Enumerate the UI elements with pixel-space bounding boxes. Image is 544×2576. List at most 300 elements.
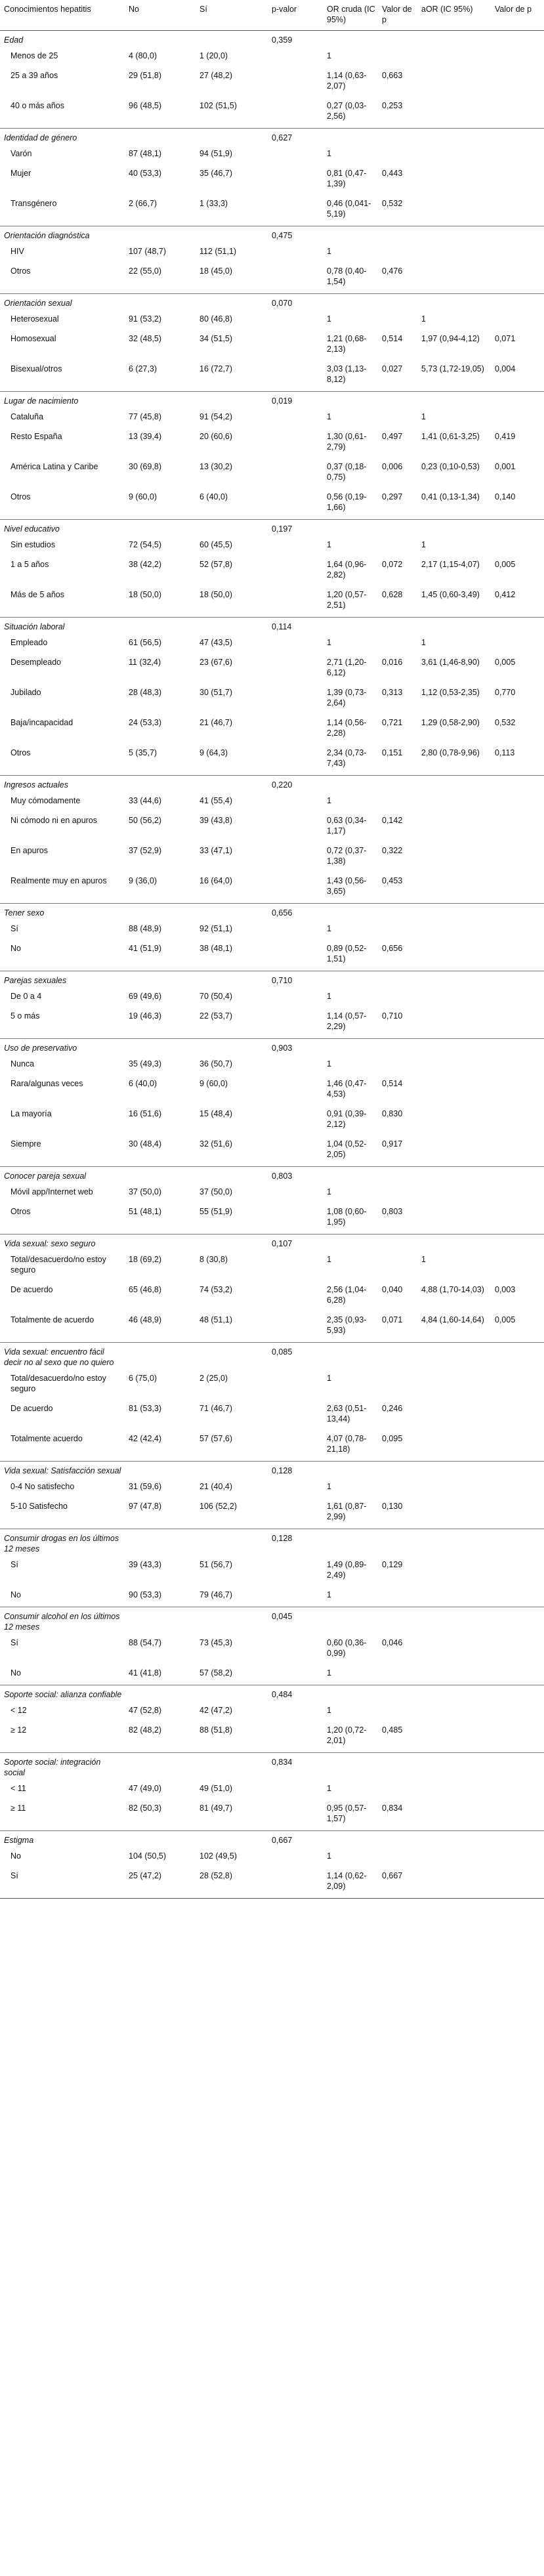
adjusted-p: 0,005	[495, 1315, 516, 1324]
no-count: 31 (59,6)	[129, 1482, 162, 1491]
adjusted-p	[491, 988, 544, 1008]
table-row	[0, 429, 544, 459]
empty-cell	[378, 1529, 417, 1557]
group-row	[0, 1831, 544, 1849]
category-label: Desempleado	[10, 658, 62, 667]
empty-cell	[491, 31, 544, 49]
empty-cell	[268, 263, 323, 294]
adjusted-p	[491, 1702, 544, 1722]
adjusted-p	[491, 263, 544, 294]
table-row	[0, 873, 544, 904]
table-row	[0, 654, 544, 685]
adjusted-or	[417, 1557, 491, 1587]
category-label: 5 o más	[10, 1011, 40, 1021]
crude-or: 3,03 (1,13-8,12)	[327, 364, 367, 384]
si-count: 112 (51,1)	[199, 247, 237, 256]
no-count: 24 (53,3)	[129, 718, 162, 727]
crude-or: 0,91 (0,39-2,12)	[327, 1109, 367, 1129]
adjusted-p	[491, 1722, 544, 1753]
no-count: 41 (41,8)	[129, 1668, 162, 1678]
si-count: 18 (45,0)	[199, 266, 233, 276]
no-count: 38 (42,2)	[129, 560, 162, 569]
category-label: Otros	[10, 492, 31, 501]
crude-or: 1,61 (0,87-2,99)	[327, 1502, 367, 1521]
empty-cell	[417, 904, 491, 921]
group-label: Orientación sexual	[0, 294, 125, 312]
crude-p: 0,016	[382, 658, 403, 667]
empty-cell	[196, 1753, 268, 1781]
crude-or: 1	[327, 247, 331, 256]
empty-cell	[378, 1235, 417, 1252]
si-count: 49 (51,0)	[199, 1784, 233, 1793]
category-label: 40 o más años	[10, 101, 64, 110]
crude-p	[378, 1184, 417, 1204]
crude-or: 1,30 (0,61-2,79)	[327, 432, 367, 452]
group-label: Edad	[0, 31, 125, 49]
table-row	[0, 715, 544, 745]
category-label: < 11	[10, 1784, 26, 1793]
adjusted-or	[417, 1431, 491, 1462]
adjusted-or	[417, 1848, 491, 1868]
category-label: Móvil app/Internet web	[10, 1187, 93, 1196]
category-label: < 12	[10, 1706, 27, 1715]
no-count: 25 (47,2)	[125, 1868, 196, 1899]
si-count: 81 (49,7)	[199, 1804, 233, 1813]
empty-cell	[268, 587, 323, 618]
empty-cell	[323, 1235, 378, 1252]
group-row	[0, 1343, 544, 1371]
crude-or: 0,81 (0,47-1,39)	[327, 169, 367, 188]
empty-cell	[196, 1607, 268, 1636]
table-row	[0, 459, 544, 489]
empty-cell	[417, 618, 491, 635]
group-p-value: 0,085	[268, 1343, 323, 1371]
no-count: 18 (69,2)	[129, 1255, 162, 1264]
empty-cell	[323, 392, 378, 410]
crude-p: 0,453	[382, 876, 403, 885]
empty-cell	[378, 1039, 417, 1057]
empty-cell	[125, 520, 196, 538]
crude-p	[378, 921, 417, 940]
crude-p	[378, 1848, 417, 1868]
empty-cell	[323, 1343, 378, 1371]
empty-cell	[378, 1343, 417, 1371]
category-label: Total/desacuerdo/no estoy seguro	[10, 1374, 106, 1393]
adjusted-p	[491, 813, 544, 843]
si-count: 21 (46,7)	[199, 718, 233, 727]
group-label: Ingresos actuales	[0, 776, 125, 793]
empty-cell	[323, 226, 378, 244]
table-row	[0, 1868, 544, 1899]
adjusted-p: 0,770	[495, 688, 516, 697]
empty-cell	[268, 459, 323, 489]
adjusted-or	[417, 1479, 491, 1498]
empty-cell	[268, 1557, 323, 1587]
no-count: 82 (50,3)	[129, 1804, 162, 1813]
crude-or: 1	[327, 314, 331, 324]
table-row	[0, 1370, 544, 1401]
empty-cell	[417, 392, 491, 410]
adjusted-p	[491, 1635, 544, 1665]
crude-p: 0,485	[382, 1725, 403, 1735]
empty-cell	[323, 294, 378, 312]
crude-p	[378, 311, 417, 331]
crude-or: 1	[327, 1482, 331, 1491]
empty-cell	[268, 745, 323, 776]
si-count: 1 (33,3)	[199, 199, 228, 208]
si-count: 6 (40,0)	[199, 492, 228, 501]
crude-or: 1,43 (0,56-3,65)	[327, 876, 367, 896]
header-variable: Conocimientos hepatitis	[0, 0, 125, 31]
table-row	[0, 1557, 544, 1587]
empty-cell	[417, 226, 491, 244]
empty-cell	[268, 635, 323, 654]
adjusted-or	[417, 1106, 491, 1136]
crude-or: 0,63 (0,34-1,17)	[327, 816, 367, 835]
crude-or: 0,37 (0,18-0,75)	[327, 462, 367, 482]
adjusted-p	[491, 1204, 544, 1235]
group-row	[0, 1685, 544, 1703]
adjusted-or	[417, 1008, 491, 1039]
empty-cell	[268, 1431, 323, 1462]
crude-or: 1	[327, 992, 331, 1001]
si-count: 57 (57,6)	[199, 1434, 233, 1443]
table-row	[0, 1282, 544, 1312]
empty-cell	[268, 873, 323, 904]
group-row	[0, 1235, 544, 1252]
category-label: Jubilado	[10, 688, 41, 697]
crude-or: 1	[327, 796, 331, 805]
category-label: Sí	[0, 1868, 125, 1899]
adjusted-p: 0,140	[495, 492, 516, 501]
si-count: 70 (50,4)	[199, 992, 233, 1001]
category-label: Totalmente acuerdo	[10, 1434, 83, 1443]
si-count: 88 (51,8)	[199, 1725, 233, 1735]
crude-p: 0,072	[382, 560, 403, 569]
si-count: 28 (52,8)	[196, 1868, 268, 1899]
empty-cell	[196, 1039, 268, 1057]
crude-or: 1	[327, 1590, 331, 1599]
si-count: 55 (51,9)	[199, 1207, 233, 1216]
group-p-value: 0,627	[268, 129, 323, 146]
group-row	[0, 1753, 544, 1781]
adjusted-or: 1,41 (0,61-3,25)	[421, 432, 480, 441]
empty-cell	[417, 1462, 491, 1479]
adjusted-p	[491, 409, 544, 429]
empty-cell	[196, 1235, 268, 1252]
no-count: 82 (48,2)	[129, 1725, 162, 1735]
si-count: 22 (53,7)	[199, 1011, 233, 1021]
adjusted-p	[491, 1587, 544, 1607]
crude-or: 1,39 (0,73-2,64)	[327, 688, 367, 707]
table-row	[0, 98, 544, 129]
crude-p	[378, 1479, 417, 1498]
no-count: 72 (54,5)	[129, 540, 162, 549]
si-count: 47 (43,5)	[199, 638, 233, 647]
empty-cell	[268, 715, 323, 745]
empty-cell	[196, 226, 268, 244]
si-count: 38 (48,1)	[199, 944, 233, 953]
empty-cell	[323, 1529, 378, 1557]
si-count: 39 (43,8)	[199, 816, 233, 825]
no-count: 11 (32,4)	[129, 658, 161, 667]
crude-p	[378, 635, 417, 654]
adjusted-p	[491, 1479, 544, 1498]
no-count: 16 (51,6)	[129, 1109, 162, 1118]
category-label: En apuros	[10, 846, 48, 855]
crude-or: 1	[327, 1187, 331, 1196]
no-count: 9 (36,0)	[129, 876, 157, 885]
group-p-value: 0,070	[268, 294, 323, 312]
table-row	[0, 587, 544, 618]
crude-p: 0,027	[382, 364, 403, 373]
si-count: 80 (46,8)	[199, 314, 233, 324]
empty-cell	[125, 1039, 196, 1057]
category-label: Otros	[10, 1207, 31, 1216]
crude-p: 0,710	[382, 1011, 403, 1021]
category-label: Otros	[10, 748, 31, 757]
adjusted-or	[417, 1800, 491, 1831]
empty-cell	[196, 776, 268, 793]
empty-cell	[378, 226, 417, 244]
empty-cell	[268, 940, 323, 971]
adjusted-or	[417, 146, 491, 165]
group-row	[0, 226, 544, 244]
adjusted-or: 4,88 (1,70-14,03)	[421, 1285, 484, 1294]
adjusted-or	[417, 243, 491, 263]
table-row	[0, 1498, 544, 1529]
empty-cell	[268, 1106, 323, 1136]
crude-p	[378, 48, 417, 68]
table-row	[0, 1635, 544, 1665]
no-count: 19 (46,3)	[129, 1011, 162, 1021]
empty-cell	[417, 1039, 491, 1057]
crude-or: 0,60 (0,36-0,99)	[327, 1638, 367, 1658]
table-row	[0, 1848, 544, 1868]
no-count: 97 (47,8)	[129, 1502, 162, 1511]
adjusted-p: 0,004	[495, 364, 516, 373]
crude-or: 0,27 (0,03-2,56)	[327, 101, 367, 121]
adjusted-or: 3,61 (1,46-8,90)	[421, 658, 480, 667]
si-count: 51 (56,7)	[199, 1560, 233, 1569]
si-count: 16 (72,7)	[199, 364, 233, 373]
table-row	[0, 1722, 544, 1753]
category-label: Nunca	[10, 1059, 35, 1068]
no-count: 33 (44,6)	[129, 796, 162, 805]
category-label: De acuerdo	[10, 1285, 53, 1294]
adjusted-p	[491, 1008, 544, 1039]
empty-cell	[268, 489, 323, 520]
adjusted-or	[417, 988, 491, 1008]
empty-cell	[491, 294, 544, 312]
category-label: No	[10, 944, 21, 953]
empty-cell	[417, 1753, 491, 1781]
si-count: 73 (45,3)	[199, 1638, 233, 1647]
crude-p: 0,628	[382, 590, 403, 599]
adjusted-or: 4,84 (1,60-14,64)	[421, 1315, 484, 1324]
si-count: 34 (51,5)	[199, 334, 233, 343]
crude-p: 0,443	[382, 169, 403, 178]
crude-p	[378, 146, 417, 165]
empty-cell	[196, 520, 268, 538]
adjusted-or	[417, 1401, 491, 1431]
category-label: Muy cómodamente	[10, 796, 81, 805]
crude-p	[378, 1665, 417, 1685]
adjusted-p	[491, 1184, 544, 1204]
adjusted-p	[491, 537, 544, 557]
crude-or: 1,14 (0,63-2,07)	[327, 71, 367, 91]
empty-cell	[268, 1370, 323, 1401]
group-label: Soporte social: alianza confiable	[0, 1685, 125, 1703]
table-row	[0, 813, 544, 843]
adjusted-p: 0,005	[495, 658, 516, 667]
empty-cell	[125, 1753, 196, 1781]
group-p-value: 0,220	[268, 776, 323, 793]
adjusted-or: 1,45 (0,60-3,49)	[421, 590, 480, 599]
empty-cell	[196, 1167, 268, 1185]
crude-or: 1	[327, 149, 331, 158]
si-count: 2 (25,0)	[199, 1374, 228, 1383]
empty-cell	[268, 98, 323, 129]
adjusted-or	[417, 1587, 491, 1607]
si-count: 23 (67,6)	[199, 658, 233, 667]
adjusted-p: 0,419	[495, 432, 516, 441]
empty-cell	[268, 1479, 323, 1498]
no-count: 5 (35,7)	[129, 748, 157, 757]
adjusted-p	[491, 1056, 544, 1076]
no-count: 37 (50,0)	[129, 1187, 162, 1196]
crude-p	[378, 1587, 417, 1607]
crude-p	[378, 537, 417, 557]
category-label: Rara/algunas veces	[10, 1079, 83, 1088]
empty-cell	[196, 1685, 268, 1703]
si-count: 18 (50,0)	[199, 590, 233, 599]
category-label: Heterosexual	[10, 314, 59, 324]
empty-cell	[125, 971, 196, 989]
adjusted-p	[491, 1848, 544, 1868]
crude-p: 0,514	[382, 334, 403, 343]
crude-or: 1,64 (0,96-2,82)	[327, 560, 367, 580]
category-label: Baja/incapacidad	[10, 718, 73, 727]
no-count: 88 (54,7)	[129, 1638, 162, 1647]
group-p-value: 0,656	[268, 904, 323, 921]
group-p-value: 0,045	[268, 1607, 323, 1636]
no-count: 47 (52,8)	[129, 1706, 162, 1715]
category-label: Resto España	[10, 432, 62, 441]
category-label: Ni cómodo ni en apuros	[10, 816, 98, 825]
table-body	[0, 31, 544, 1899]
empty-cell	[268, 146, 323, 165]
category-label: Sí	[10, 924, 18, 933]
empty-cell	[125, 392, 196, 410]
empty-cell	[417, 776, 491, 793]
empty-cell	[125, 31, 196, 49]
adjusted-p	[491, 1498, 544, 1529]
empty-cell	[417, 1529, 491, 1557]
empty-cell	[323, 129, 378, 146]
adjusted-or	[417, 813, 491, 843]
no-count: 46 (48,9)	[129, 1315, 162, 1324]
crude-p: 0,253	[382, 101, 403, 110]
table-row	[0, 988, 544, 1008]
no-count: 104 (50,5)	[129, 1851, 166, 1861]
category-label: De 0 a 4	[10, 992, 42, 1001]
empty-cell	[268, 1184, 323, 1204]
header-adjusted-or: aOR (IC 95%)	[417, 0, 491, 31]
empty-cell	[268, 1401, 323, 1431]
table-row	[0, 940, 544, 971]
group-row	[0, 520, 544, 538]
empty-cell	[491, 1039, 544, 1057]
crude-p: 0,476	[382, 266, 403, 276]
empty-cell	[268, 1587, 323, 1607]
group-p-value: 0,359	[268, 31, 323, 49]
empty-cell	[268, 1635, 323, 1665]
empty-cell	[417, 520, 491, 538]
adjusted-or: 5,73 (1,72-19,05)	[421, 364, 484, 373]
table-row	[0, 48, 544, 68]
adjusted-p	[491, 873, 544, 904]
group-row	[0, 129, 544, 146]
si-count: 52 (57,8)	[199, 560, 233, 569]
category-label: No	[10, 1668, 21, 1678]
empty-cell	[323, 1607, 378, 1636]
adjusted-or	[417, 873, 491, 904]
category-label: Mujer	[10, 169, 31, 178]
no-count: 77 (45,8)	[129, 412, 162, 421]
no-count: 90 (53,3)	[129, 1590, 162, 1599]
category-label: Sí	[10, 1560, 18, 1569]
empty-cell	[323, 1167, 378, 1185]
header-crude-p: Valor de p	[378, 0, 417, 31]
crude-or: 1	[327, 924, 331, 933]
group-row	[0, 392, 544, 410]
crude-or: 0,56 (0,19-1,66)	[327, 492, 367, 512]
table-row	[0, 557, 544, 587]
empty-cell	[417, 971, 491, 989]
adjusted-p	[491, 1431, 544, 1462]
category-label: 5-10 Satisfecho	[10, 1502, 68, 1511]
adjusted-p	[491, 940, 544, 971]
crude-p: 0,071	[382, 1315, 403, 1324]
adjusted-p: 0,113	[495, 748, 515, 757]
adjusted-or	[417, 1136, 491, 1167]
empty-cell	[491, 1607, 544, 1636]
no-count: 29 (51,8)	[129, 71, 162, 80]
no-count: 9 (60,0)	[129, 492, 157, 501]
crude-or: 1	[327, 1851, 331, 1861]
group-row	[0, 1462, 544, 1479]
crude-p: 0,514	[382, 1079, 403, 1088]
category-label: De acuerdo	[10, 1404, 53, 1413]
adjusted-or: 1,29 (0,58-2,90)	[421, 718, 480, 727]
adjusted-or: 1	[421, 314, 426, 324]
crude-or: 1	[327, 1706, 331, 1715]
adjusted-or	[417, 1635, 491, 1665]
adjusted-p	[491, 146, 544, 165]
no-count: 65 (46,8)	[129, 1285, 162, 1294]
empty-cell	[417, 1607, 491, 1636]
adjusted-p	[491, 1106, 544, 1136]
adjusted-p	[491, 1136, 544, 1167]
adjusted-or	[417, 1702, 491, 1722]
no-count: 61 (56,5)	[129, 638, 162, 647]
group-row	[0, 776, 544, 793]
table-row	[0, 1800, 544, 1831]
empty-cell	[268, 843, 323, 873]
adjusted-or	[417, 1204, 491, 1235]
crude-p	[378, 1702, 417, 1722]
